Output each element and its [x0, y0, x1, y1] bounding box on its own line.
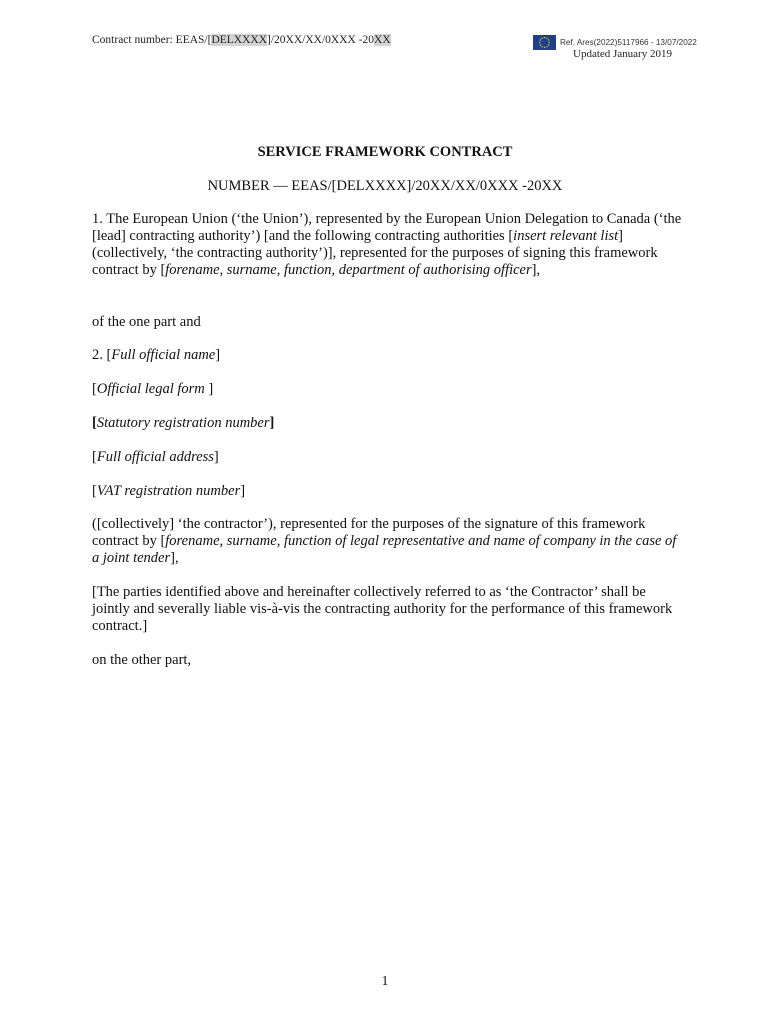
paragraph-joint-liability: [The parties identified above and hereinafter collectively referred to as ‘the Contractor’ shall be jointly and severally liable vis-à-vis the contracting authority for the performance of this framework contract.]	[92, 584, 673, 634]
paragraph-other-part: on the other part,	[92, 652, 192, 668]
contract-prefix: Contract number: EEAS/[	[92, 34, 212, 46]
ares-reference: Ref. Ares(2022)5117966 - 13/07/2022	[560, 38, 697, 47]
paragraph-registration-number: [Statutory registration number]	[92, 415, 275, 431]
paragraph-union: 1. The European Union (‘the Union’), represented by the European Union Delegation to Canada (‘the [lead] contracting authority’) [and the following contracting authorities [insert relevant list] (collectively, ‘the contracting authority’)], represented for the purposes of signing this framework contract by [forename, surname, function, department of authorising officer],	[92, 211, 682, 278]
contract-placeholder-highlight: DELXXXX	[211, 34, 268, 46]
page-number: 1	[381, 974, 389, 989]
contract-mid: ]/20XX/XX/0XXX -20	[267, 34, 375, 46]
contract-number-line: NUMBER — EEAS/[DELXXXX]/20XX/XX/0XXX -20XX	[207, 178, 563, 194]
header-reference	[533, 34, 733, 64]
document-title: SERVICE FRAMEWORK CONTRACT	[257, 144, 513, 160]
contract-year-highlight: XX	[374, 34, 391, 46]
paragraph-official-address: [Full official address]	[92, 449, 219, 465]
paragraph-official-name: 2. [Full official name]	[92, 347, 221, 363]
paragraph-legal-form: [Official legal form ]	[92, 381, 214, 397]
eu-flag-icon	[533, 35, 556, 50]
paragraph-vat-number: [VAT registration number]	[92, 483, 246, 499]
updated-date: Updated January 2019	[573, 48, 672, 60]
paragraph-contractor: ([collectively] ‘the contractor’), represented for the purposes of the signature of this framework contract by [forename, surname, function of legal representative and name of company in the case of a joint tender],	[92, 516, 677, 566]
contract-number-header	[92, 34, 391, 46]
paragraph-one-part: of the one part and	[92, 314, 201, 330]
